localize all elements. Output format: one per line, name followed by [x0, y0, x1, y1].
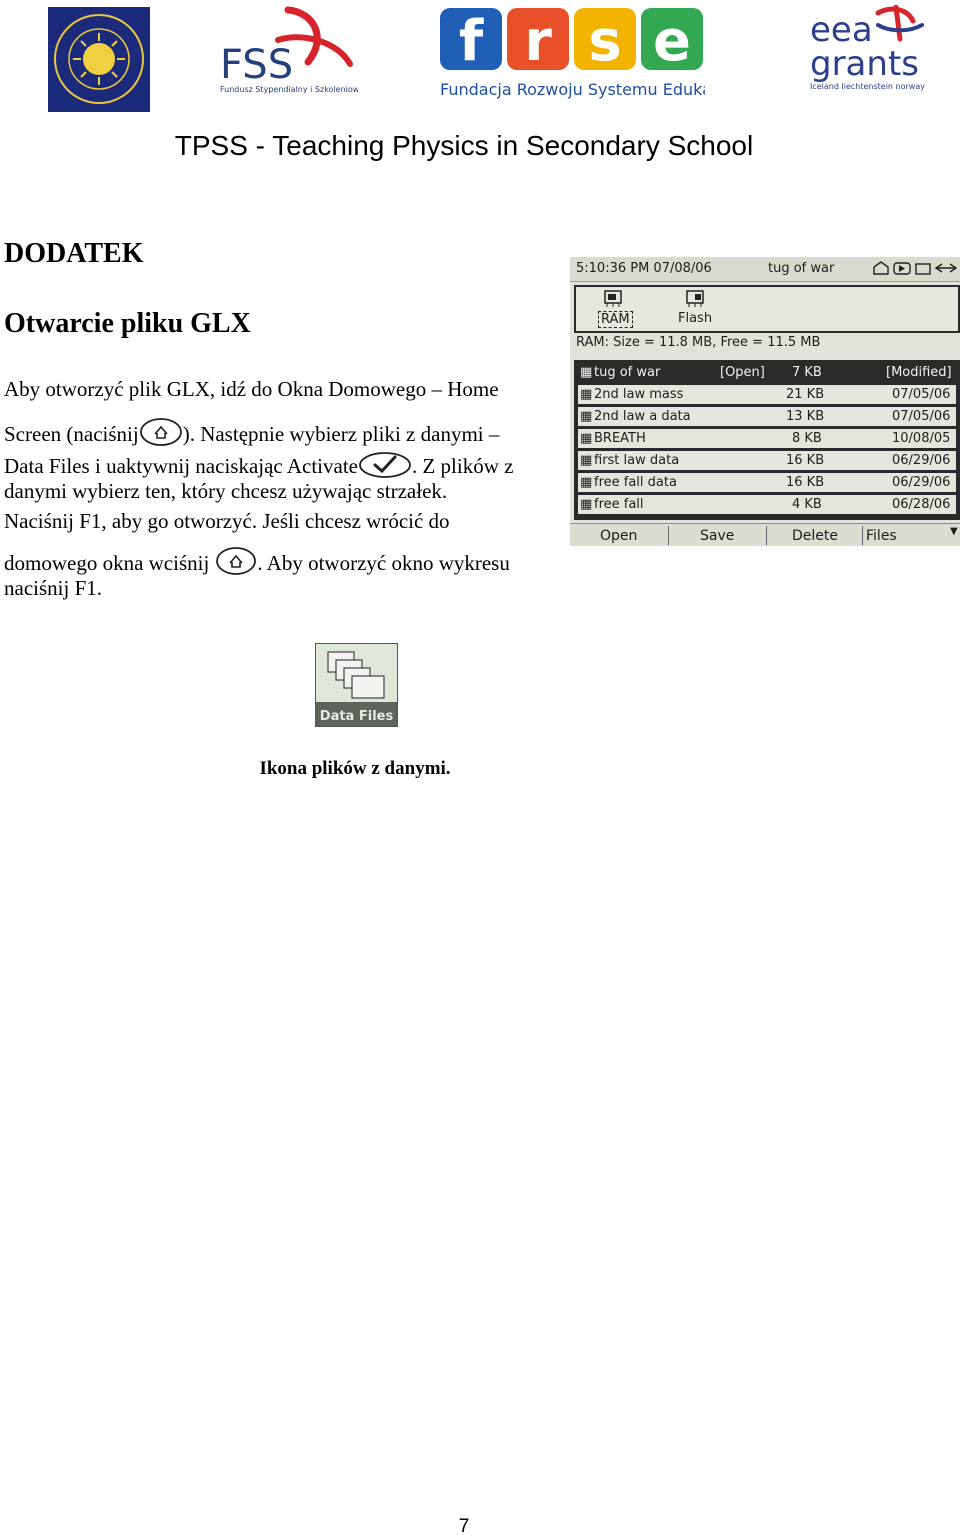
text-line-2b: ). Następnie wybierz pliki z danymi –: [182, 422, 500, 446]
eea-text: eea: [810, 10, 873, 50]
file-row[interactable]: [578, 473, 956, 492]
file-size: 4 KB: [792, 497, 822, 512]
frse-letter-s: s: [588, 9, 622, 74]
file-doc-icon: ▦: [580, 431, 593, 446]
file-date: [Modified]: [886, 365, 952, 380]
file-date: 06/28/06: [892, 497, 951, 512]
fkey-divider: [862, 526, 863, 545]
data-files-folder-icon: [316, 644, 397, 726]
file-doc-icon: ▦: [580, 453, 593, 468]
fkey-save[interactable]: Save: [700, 528, 735, 544]
text-line-2: [4, 417, 499, 451]
file-name: free fall: [594, 497, 644, 512]
file-doc-icon: ▦: [580, 387, 593, 402]
ram-chip-icon: [602, 289, 624, 313]
umk-seal-icon: [48, 7, 150, 112]
frse-letter-f: f: [458, 9, 484, 74]
text-line-1: Aby otworzyć plik GLX, idź do Okna Domowego – Home: [4, 377, 499, 401]
file-row[interactable]: [578, 407, 956, 426]
memory-ram[interactable]: RAM: [598, 311, 633, 328]
glx-status-icons: [872, 260, 958, 281]
data-files-icon: [315, 643, 398, 727]
text-line-6b: . Aby otworzyć okno wykresu: [257, 551, 510, 575]
file-row[interactable]: [578, 363, 956, 382]
file-date: 10/08/05: [892, 431, 951, 446]
grants-text: grants: [810, 44, 919, 84]
file-date: 07/05/06: [892, 387, 951, 402]
page-number: 7: [458, 1516, 470, 1537]
glx-file-list: [574, 360, 960, 520]
file-doc-icon: ▦: [580, 409, 593, 424]
glx-function-keys: [570, 523, 960, 546]
file-size: 13 KB: [786, 409, 825, 424]
file-size: 16 KB: [786, 453, 825, 468]
fkey-files[interactable]: Files: [866, 528, 897, 544]
text-line-5: Naciśnij F1, aby go otworzyć. Jeśli chcesz wrócić do: [4, 509, 450, 533]
frse-letter-e: e: [653, 9, 691, 74]
text-line-3a: Data Files i uaktywnij naciskając Activate: [4, 454, 358, 478]
file-date: 07/05/06: [892, 409, 951, 424]
home-key-icon: [139, 417, 183, 451]
text-line-3b: . Z plików z: [411, 454, 514, 478]
file-doc-icon: ▦: [580, 365, 593, 380]
frse-subtitle: Fundacja Rozwoju Systemu Edukacji: [440, 80, 705, 99]
file-name: tug of war: [594, 365, 661, 380]
heading-open-glx: Otwarcie pliku GLX: [4, 308, 251, 339]
file-date: 06/29/06: [892, 453, 951, 468]
fss-logo-subtitle: Fundusz Stypendialny i Szkoleniowy: [220, 85, 358, 94]
flash-chip-icon: [684, 289, 706, 313]
heading-dodatek: DODATEK: [4, 238, 144, 269]
file-row[interactable]: [578, 451, 956, 470]
text-line-7: naciśnij F1.: [4, 576, 102, 600]
file-row[interactable]: [578, 385, 956, 404]
frse-logo-icon: [440, 8, 705, 100]
eea-grants-logo: [808, 5, 926, 93]
home-key-icon-2: [215, 546, 257, 580]
data-files-label: Data Files: [319, 709, 394, 724]
file-name: BREATH: [594, 431, 646, 446]
fkey-files-dropdown-icon: ▼: [950, 526, 958, 537]
text-line-6: [4, 546, 510, 580]
page-header-title: TPSS - Teaching Physics in Secondary School: [174, 130, 754, 161]
fkey-divider: [668, 526, 669, 545]
file-size: 7 KB: [792, 365, 822, 380]
file-row[interactable]: [578, 495, 956, 514]
text-line-6a: domowego okna wciśnij: [4, 551, 210, 575]
glx-status-bar: [570, 257, 960, 282]
file-tag: [Open]: [720, 365, 765, 380]
memory-flash[interactable]: Flash: [678, 311, 713, 326]
frse-letter-r: r: [524, 9, 552, 74]
file-size: 21 KB: [786, 387, 825, 402]
fss-logo-icon: [218, 2, 358, 96]
file-date: 06/29/06: [892, 475, 951, 490]
fss-logo-text: FSS: [220, 42, 294, 88]
text-line-4: danymi wybierz ten, który chcesz używając strzałek.: [4, 479, 448, 503]
file-name: 2nd law mass: [594, 387, 684, 402]
umk-logo: [48, 7, 150, 112]
fkey-open[interactable]: Open: [600, 528, 638, 544]
glx-status-file: tug of war: [768, 261, 835, 276]
icon-caption: Ikona plików z danymi.: [259, 758, 451, 779]
eea-grants-logo-icon: [808, 5, 926, 93]
file-row[interactable]: [578, 429, 956, 448]
glx-memory-selector[interactable]: [574, 285, 960, 333]
text-line-2a: Screen (naciśnij: [4, 422, 139, 446]
file-doc-icon: ▦: [580, 475, 593, 490]
fkey-divider: [766, 526, 767, 545]
eea-subtitle: Iceland liechtenstein norway: [810, 82, 925, 91]
frse-logo: [440, 8, 705, 100]
fkey-delete[interactable]: Delete: [792, 528, 838, 544]
fss-logo: [218, 2, 358, 96]
file-name: first law data: [594, 453, 680, 468]
file-size: 8 KB: [792, 431, 822, 446]
file-name: free fall data: [594, 475, 677, 490]
file-size: 16 KB: [786, 475, 825, 490]
file-doc-icon: ▦: [580, 497, 593, 512]
glx-screen: [570, 257, 960, 546]
glx-status-time: 5:10:36 PM 07/08/06: [576, 261, 712, 276]
glx-memory-info: RAM: Size = 11.8 MB, Free = 11.5 MB: [576, 335, 821, 350]
file-name: 2nd law a data: [594, 409, 691, 424]
